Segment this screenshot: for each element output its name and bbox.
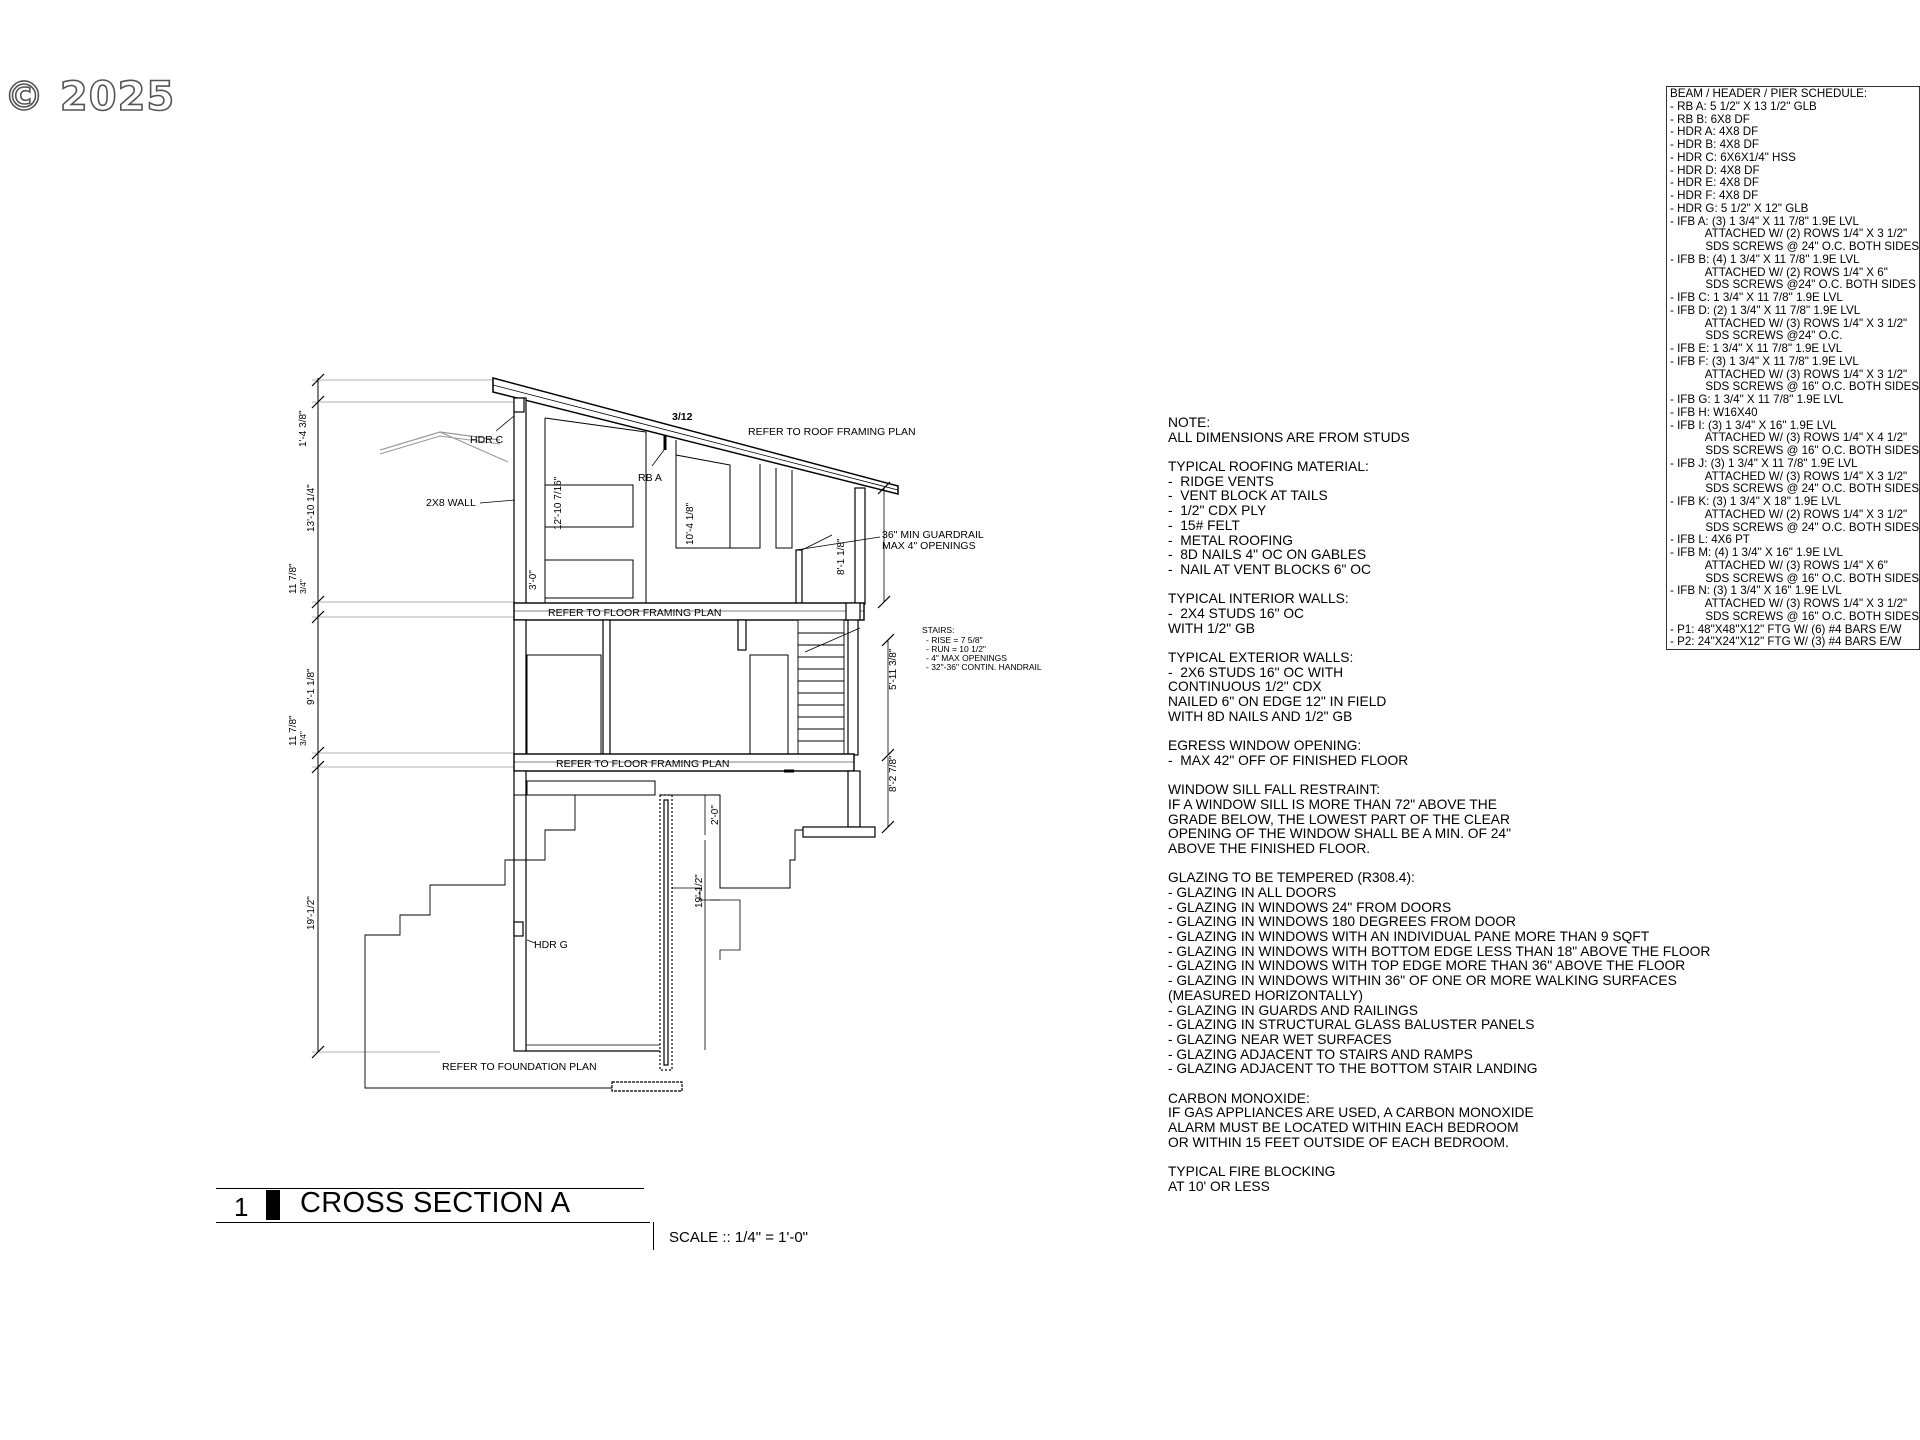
note-line: ALL DIMENSIONS ARE FROM STUDS (1168, 429, 1410, 445)
stairs-note-5: - 32"-36" CONTIN. HANDRAIL (926, 662, 1042, 672)
scale-label: SCALE :: 1/4" = 1'-0" (669, 1229, 808, 1246)
note-line: - METAL ROOFING (1168, 532, 1293, 548)
title-tick (653, 1222, 654, 1250)
note-line: - GLAZING IN ALL DOORS (1168, 885, 1337, 900)
schedule-line: SDS SCREWS @24" O.C. (1670, 329, 1843, 343)
note-line: TYPICAL FIRE BLOCKING (1168, 1164, 1336, 1180)
guardrail-label-2: MAX 4" OPENINGS (882, 540, 976, 552)
schedule-line: - HDR G: 5 1/2" X 12" GLB (1670, 201, 1809, 215)
note-line: (MEASURED HORIZONTALLY) (1168, 987, 1363, 1003)
note-line: - GLAZING IN WINDOWS WITH TOP EDGE MORE THAN 36" ABOVE THE FLOOR (1168, 958, 1686, 974)
note-line: - 2X4 STUDS 16" OC (1168, 605, 1305, 621)
upper-floor-framing-ref: REFER TO FLOOR FRAMING PLAN (548, 607, 722, 619)
interior-stairs (798, 620, 844, 755)
dim-upper-floor-sheathing: 3/4" (298, 579, 308, 594)
dim-middle-floor-sheathing: 3/4" (298, 731, 308, 746)
note-line: IF A WINDOW SILL IS MORE THAN 72" ABOVE THE (1168, 796, 1497, 812)
dim-right-lower-height: 8'-2 7/8" (888, 755, 899, 792)
schedule-line: ATTACHED W/ (3) ROWS 1/4" X 3 1/2" (1670, 597, 1908, 610)
schedule-line: SDS SCREWS @ 16" O.C. BOTH SIDES (1670, 571, 1920, 585)
dim-step-height: 2'-0" (710, 805, 721, 825)
note-line: - GLAZING NEAR WET SURFACES (1168, 1031, 1392, 1047)
schedule-line: - IFB M: (4) 1 3/4" X 16" 1.9E LVL (1670, 546, 1843, 559)
note-line: - 15# FELT (1168, 517, 1240, 533)
dim-middle-height: 9'-1 1/8" (306, 668, 317, 705)
wall-2x8-label: 2X8 WALL (426, 497, 476, 509)
note-line: - GLAZING IN STRUCTURAL GLASS BALUSTER PANELS (1168, 1017, 1535, 1033)
schedule-line: - IFB I: (3) 1 3/4" X 16" 1.9E LVL (1670, 418, 1837, 432)
dim-window-height-1: 12'-10 7/16" (553, 476, 564, 530)
lower-left-wall (514, 771, 526, 1051)
note-line: - GLAZING ADJACENT TO THE BOTTOM STAIR LANDING (1168, 1061, 1538, 1077)
middle-door-2 (750, 655, 788, 755)
dim-stair-height: 5'-11 3/8" (888, 648, 899, 690)
hdr-g-label: HDR G (534, 939, 568, 951)
schedule-line: ATTACHED W/ (2) ROWS 1/4" X 6" (1670, 265, 1888, 279)
schedule-line: - RB A: 5 1/2" X 13 1/2" GLB (1670, 99, 1817, 113)
note-line: TYPICAL INTERIOR WALLS: (1168, 591, 1349, 607)
middle-left-wall (514, 620, 526, 755)
note-line: - GLAZING IN WINDOWS WITH AN INDIVIDUAL PANE MORE THAN 9 SQFT (1168, 929, 1650, 945)
upper-right-wall (855, 488, 865, 604)
note-line: - GLAZING ADJACENT TO STAIRS AND RAMPS (1168, 1046, 1473, 1062)
note-line: TYPICAL EXTERIOR WALLS: (1168, 650, 1354, 665)
note-line: - MAX 42" OFF OF FINISHED FLOOR (1168, 752, 1409, 768)
stairs-note-2: - RISE = 7 5/8" (926, 635, 983, 645)
schedule-line: - HDR B: 4X8 DF (1670, 138, 1759, 151)
schedule-line: BEAM / HEADER / PIER SCHEDULE: (1670, 87, 1868, 100)
note-line: TYPICAL ROOFING MATERIAL: (1168, 459, 1369, 475)
schedule-line: ATTACHED W/ (3) ROWS 1/4" X 6" (1670, 558, 1888, 572)
dim-roof-overhang: 1'-4 3/8" (298, 410, 309, 447)
stairs-note-1: STAIRS: (922, 625, 955, 635)
schedule-line: ATTACHED W/ (2) ROWS 1/4" X 3 1/2" (1670, 507, 1908, 521)
note-line: ALARM MUST BE LOCATED WITHIN EACH BEDROOM (1168, 1120, 1519, 1135)
schedule-line: SDS SCREWS @ 24" O.C. BOTH SIDES (1670, 240, 1920, 253)
right-footing (803, 827, 875, 837)
schedule-line: SDS SCREWS @ 16" O.C. BOTH SIDES (1670, 380, 1920, 394)
guardrail-label-1: 36" MIN GUARDRAIL (882, 529, 984, 541)
note-line: - GLAZING IN GUARDS AND RAILINGS (1168, 1002, 1418, 1018)
lower-floor-framing-ref: REFER TO FLOOR FRAMING PLAN (556, 758, 730, 770)
note-line: - 1/2" CDX PLY (1168, 503, 1267, 519)
note-line: ABOVE THE FINISHED FLOOR. (1168, 840, 1371, 856)
schedule-line: - IFB L: 4X6 PT (1670, 533, 1750, 547)
foundation-ref: REFER TO FOUNDATION PLAN (442, 1061, 597, 1073)
stairs-note-3: - RUN = 10 1/2" (926, 644, 986, 654)
dim-upper-height: 13'-10 1/4" (306, 484, 317, 532)
hdr-c-label: HDR C (470, 434, 504, 446)
schedule-line: - IFB D: (2) 1 3/4" X 11 7/8" 1.9E LVL (1670, 303, 1861, 317)
note-line: OR WITHIN 15 FEET OUTSIDE OF EACH BEDROOM. (1168, 1134, 1509, 1150)
note-line: WITH 1/2" GB (1168, 620, 1255, 636)
note-line: CONTINUOUS 1/2" CDX (1168, 679, 1322, 695)
note-line: - GLAZING IN WINDOWS 180 DEGREES FROM DOOR (1168, 914, 1517, 930)
title-bottom-rule (216, 1222, 650, 1223)
rb-a-label: RB A (638, 472, 662, 484)
schedule-line: SDS SCREWS @24" O.C. BOTH SIDES (1670, 278, 1916, 292)
section-number: 1 (234, 1192, 249, 1222)
schedule-line: - IFB N: (3) 1 3/4" X 16" 1.9E LVL (1670, 584, 1842, 598)
note-line: GLAZING TO BE TEMPERED (R308.4): (1168, 870, 1415, 886)
schedule-line: - HDR E: 4X8 DF (1670, 176, 1759, 190)
note-line: GRADE BELOW, THE LOWEST PART OF THE CLEAR (1168, 811, 1510, 827)
note-line: AT 10' OR LESS (1168, 1178, 1270, 1194)
schedule-line: - IFB B: (4) 1 3/4" X 11 7/8" 1.9E LVL (1670, 252, 1860, 266)
schedule-line: SDS SCREWS @ 16" O.C. BOTH SIDES (1670, 609, 1920, 623)
note-line: NOTE: (1168, 415, 1211, 430)
dim-upper-floor-depth: 11 7/8" (288, 563, 299, 594)
upper-window-2 (545, 560, 633, 598)
schedule-line: - IFB J: (3) 1 3/4" X 11 7/8" 1.9E LVL (1670, 456, 1858, 470)
note-line: - GLAZING IN WINDOWS WITHIN 36" OF ONE OR MORE WALKING SURFACES (1168, 973, 1677, 989)
stairs-note-4: - 4" MAX OPENINGS (926, 653, 1007, 663)
note-line: - VENT BLOCK AT TAILS (1168, 488, 1328, 504)
schedule-line: - IFB E: 1 3/4" X 11 7/8" 1.9E LVL (1670, 342, 1843, 355)
schedule-line: - HDR A: 4X8 DF (1670, 125, 1759, 139)
schedule-line: - P1: 48"X48"X12" FTG W/ (6) #4 BARS E/W (1670, 622, 1902, 636)
note-line: - 8D NAILS 4" OC ON GABLES (1168, 547, 1367, 563)
section-title: CROSS SECTION A (300, 1187, 571, 1219)
schedule-line: - HDR D: 4X8 DF (1670, 163, 1760, 177)
schedule-line: SDS SCREWS @ 24" O.C. BOTH SIDES (1670, 482, 1920, 496)
note-line: - GLAZING IN WINDOWS WITH BOTTOM EDGE LESS THAN 18" ABOVE THE FLOOR (1168, 943, 1711, 959)
schedule-line: ATTACHED W/ (3) ROWS 1/4" X 3 1/2" (1670, 316, 1908, 330)
schedule-line: ATTACHED W/ (3) ROWS 1/4" X 4 1/2" (1670, 431, 1908, 445)
note-line: - GLAZING IN WINDOWS 24" FROM DOORS (1168, 899, 1452, 915)
dim-lower-height: 19'-1/2" (306, 896, 317, 930)
note-line: - RIDGE VENTS (1168, 473, 1274, 489)
schedule-line: ATTACHED W/ (3) ROWS 1/4" X 3 1/2" (1670, 367, 1908, 381)
copyright-watermark: © 2025 (4, 74, 176, 120)
schedule-line: - IFB C: 1 3/4" X 11 7/8" 1.9E LVL (1670, 291, 1843, 304)
bottom-footing (612, 1082, 682, 1091)
roof-framing-ref: REFER TO ROOF FRAMING PLAN (748, 426, 916, 438)
note-line: EGRESS WINDOW OPENING: (1168, 738, 1362, 754)
roof-pitch: 3/12 (672, 411, 693, 423)
schedule-line: - HDR C: 6X6X1/4" HSS (1670, 150, 1796, 164)
schedule-line: SDS SCREWS @ 24" O.C. BOTH SIDES (1670, 520, 1920, 534)
note-line: OPENING OF THE WINDOW SHALL BE A MIN. OF 24" (1168, 826, 1511, 842)
schedule-line: ATTACHED W/ (3) ROWS 1/4" X 3 1/2" (1670, 469, 1908, 483)
dim-window-sill: 3'-0" (528, 570, 539, 590)
schedule-line: - HDR F: 4X8 DF (1670, 189, 1759, 202)
schedule-line: ATTACHED W/ (2) ROWS 1/4" X 3 1/2" (1670, 227, 1908, 241)
dim-middle-floor-depth: 11 7/8" (288, 715, 299, 746)
note-line: NAILED 6" ON EDGE 12" IN FIELD (1168, 694, 1387, 710)
note-line: - NAIL AT VENT BLOCKS 6" OC (1168, 561, 1371, 577)
dim-lower-right-height: 19'-1/2" (694, 874, 705, 908)
schedule-line: - IFB F: (3) 1 3/4" X 11 7/8" 1.9E LVL (1670, 354, 1859, 368)
note-line: - 2X6 STUDS 16" OC WITH (1168, 664, 1344, 680)
schedule-line: - IFB K: (3) 1 3/4" X 18" 1.9E LVL (1670, 495, 1842, 508)
dim-window-height-2: 10'-4 1/8" (685, 502, 696, 545)
note-line: IF GAS APPLIANCES ARE USED, A CARBON MONOXIDE (1168, 1105, 1534, 1121)
note-line: CARBON MONOXIDE: (1168, 1090, 1310, 1106)
schedule-line: - IFB H: W16X40 (1670, 405, 1758, 419)
schedule-line: - IFB A: (3) 1 3/4" X 11 7/8" 1.9E LVL (1670, 214, 1859, 228)
dim-upper-right-height: 8'-1 1/8" (836, 538, 847, 575)
guardrail (796, 550, 802, 604)
note-line: WITH 8D NAILS AND 1/2" GB (1168, 708, 1353, 724)
middle-door-1 (527, 655, 601, 755)
schedule-line: - IFB G: 1 3/4" X 11 7/8" 1.9E LVL (1670, 393, 1844, 406)
schedule-line: SDS SCREWS @ 16" O.C. BOTH SIDES (1670, 444, 1920, 457)
schedule-line: - P2: 24"X24"X12" FTG W/ (3) #4 BARS E/W (1670, 635, 1902, 649)
upper-left-wall (514, 398, 526, 604)
title-marker-bar (266, 1190, 280, 1220)
middle-right-wall (848, 620, 858, 755)
note-line: WINDOW SILL FALL RESTRAINT: (1168, 782, 1381, 798)
schedule-line: - RB B: 6X8 DF (1670, 112, 1750, 126)
